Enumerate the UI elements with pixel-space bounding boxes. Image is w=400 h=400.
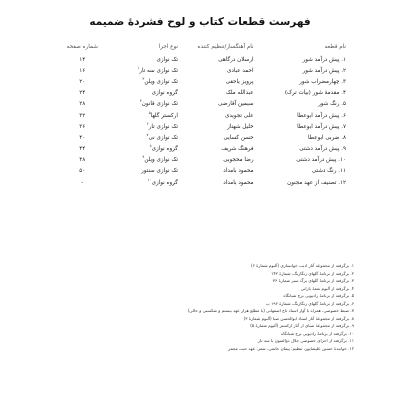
table-row	[56, 54, 346, 65]
table-body	[56, 54, 346, 188]
table-row	[56, 177, 346, 188]
cell-piece: ۱۲. تصنیف از عهد مجنون	[287, 179, 346, 186]
cell-page: ۲۰	[79, 78, 86, 85]
cell-composer: خلیل شهناز	[227, 123, 254, 130]
table-row	[56, 110, 346, 121]
footnote-item: ۴. برگرفته از آلبوم نغمهٔ بارانی	[300, 285, 354, 291]
cell-instrument: تک نوازی قانون$^۴$	[139, 99, 178, 108]
cell-composer: رضا محجوبی	[223, 157, 254, 164]
cell-piece: ۴. مقدمهٔ شور (بیات ترک)	[284, 90, 346, 97]
cell-page: ۴۴	[79, 146, 86, 153]
table-header-row	[56, 44, 346, 54]
cell-composer: احمد عبادی	[226, 67, 254, 74]
cell-piece: ۵. رنگ شور	[318, 101, 346, 108]
cell-composer: حسن کسایی	[223, 134, 254, 141]
footnote-item: ۳. برگرفته از برنامهٔ گلهای برگ سبز شمارهٔ ۳۶	[272, 278, 354, 283]
cell-page: ۱۴	[79, 56, 86, 63]
cell-composer: سیمین آقارضی	[218, 101, 254, 108]
footnote-marker: ۷	[146, 133, 149, 138]
page-title: فهرست قطعات کتاب و لوح فشردهٔ ضمیمه	[89, 16, 311, 28]
footnote-marker: ۶	[146, 121, 149, 126]
cell-instrument: گروه نوازی	[151, 90, 178, 97]
cell-instrument: گروه نوازی$^{۱۰}$	[147, 177, 178, 186]
cell-page: ۲۸	[79, 101, 86, 108]
header-instrument: نوع اجرا	[158, 44, 178, 50]
footnote-item: ۱. برگرفته از مجموعه آثار ادیب خوانساری (آلبوم شمارهٔ ۶)	[250, 263, 354, 268]
header-piece: نام قطعه	[324, 44, 346, 50]
cell-page: -	[81, 179, 84, 186]
cell-instrument: تک نوازی	[156, 56, 178, 63]
footnote-marker: ۳	[142, 77, 145, 82]
cell-piece: ۱. پیش درآمد شور	[302, 56, 346, 63]
cell-page: ۴۰	[79, 134, 86, 141]
header-page: شماره صفحه	[66, 44, 98, 50]
cell-composer: محمود بامداد	[223, 179, 254, 186]
table-row	[56, 99, 346, 110]
cell-page: ۲۴	[79, 90, 86, 97]
footnote-item: ۵. برگرفته از برنامهٔ رادیویی برج شبانگاه	[283, 293, 354, 298]
cell-composer: پرویز یاحقی	[225, 78, 254, 85]
footnote-marker: ۴	[139, 99, 142, 104]
cell-piece: ۲. پیش درآمد شور	[302, 67, 346, 74]
footnote-item: ۱۰. برگرفته از برنامهٔ رادیویی برج شبانگاه	[281, 330, 354, 336]
cell-composer: علی تجویدی	[224, 112, 254, 119]
cell-instrument: ارکستر گلها$^۵$	[148, 110, 178, 119]
cell-piece: ۷. پیش درآمد ابوعطا	[297, 123, 346, 130]
footnote-item: ۱۱. برگرفته از اجرای خصوصی جلال ذوالفنون با سه تار	[258, 338, 354, 343]
cell-page: ۳۶	[79, 123, 86, 130]
cell-piece: ۹. پیش درآمد دشتی	[299, 146, 346, 153]
cell-composer: عبدالله ملک	[225, 90, 254, 97]
footnote-item: ۸. برگرفته از مجموعهٔ آثار استاد ابوالحسن صبا (آلبوم شمارهٔ ۳)	[243, 315, 354, 321]
cell-piece: ۶. پیش درآمد ابوعطا	[297, 112, 346, 119]
cell-instrument: تک نوازی ویلن$^۳$	[142, 77, 178, 85]
table-row	[56, 144, 346, 155]
footnote-marker: ۵	[148, 110, 151, 115]
cell-piece: ۱۰. پیش درآمد دشتی	[296, 157, 346, 164]
table-row	[56, 65, 346, 76]
table-row	[56, 155, 346, 166]
cell-piece: ۳. چهارمضراب شور	[299, 78, 346, 85]
cell-composer: فرهنگ شریف	[221, 146, 254, 153]
footnote-marker: ۹	[142, 155, 145, 160]
header-composer: نام آهنگساز/تنظیم کننده	[197, 44, 254, 50]
cell-instrument: تک نوازی سه تار$^۱$	[137, 65, 178, 74]
footnote-item: ۶. برگرفته از برنامهٔ گلهای رنگارنگ، شمارهٔ ۱۹۶ ب	[265, 300, 354, 306]
cell-instrument: گروه نوازی$^۸$	[149, 144, 178, 153]
footnote-marker: ۱۰	[147, 177, 152, 182]
cell-composer: ارسلان درگاهی	[218, 56, 254, 63]
cell-page: ۳۲	[79, 112, 86, 119]
footnote-item: ۷. ضبط خصوصی، همراه با آواز استاد تاج اصفهانی (با مطلع هزار عهد ببستم و شکستی و حالی)	[187, 308, 354, 313]
cell-page: ۴۸	[79, 157, 86, 164]
cell-instrument: تک نوازی سنتور	[141, 168, 178, 175]
table-row	[56, 88, 346, 99]
cell-instrument: تک نوازی تار$^۶$	[146, 121, 178, 130]
table-row	[56, 132, 346, 143]
table-row	[56, 76, 346, 87]
footnote-marker: ۸	[149, 144, 152, 149]
cell-composer: محمود بامداد	[223, 168, 254, 175]
cell-instrument: تک نوازی ویلن$^۹$	[142, 155, 178, 164]
footnote-marker: ۱	[137, 65, 140, 70]
contents-table	[56, 44, 346, 188]
cell-piece: ۸. ضربی ابوعطا	[307, 134, 346, 141]
cell-page: ۵۰	[79, 168, 86, 175]
footnote-item: ۲. برگرفته از برنامهٔ گلهای رنگارنگ، شمارهٔ ۱۴۲	[271, 270, 354, 276]
cell-instrument: تک نوازی نی$^۷$	[146, 133, 178, 141]
table-row	[56, 121, 346, 132]
cell-piece: ۱۱. رنگ دشتی	[311, 168, 346, 175]
footnote-item: ۹. برگرفته از مجموعهٔ صبای از آثار ارکستر (آلبوم شمارهٔ ۵)	[250, 323, 354, 328]
footnote-item: ۱۲. خوانندهٔ حسین علیشاپور، تنظیم: پیمان حاتمی، شعر: عهد حبت محمر	[228, 345, 354, 351]
footnotes	[70, 262, 354, 352]
cell-page: ۱۶	[79, 67, 86, 74]
table-row	[56, 166, 346, 177]
